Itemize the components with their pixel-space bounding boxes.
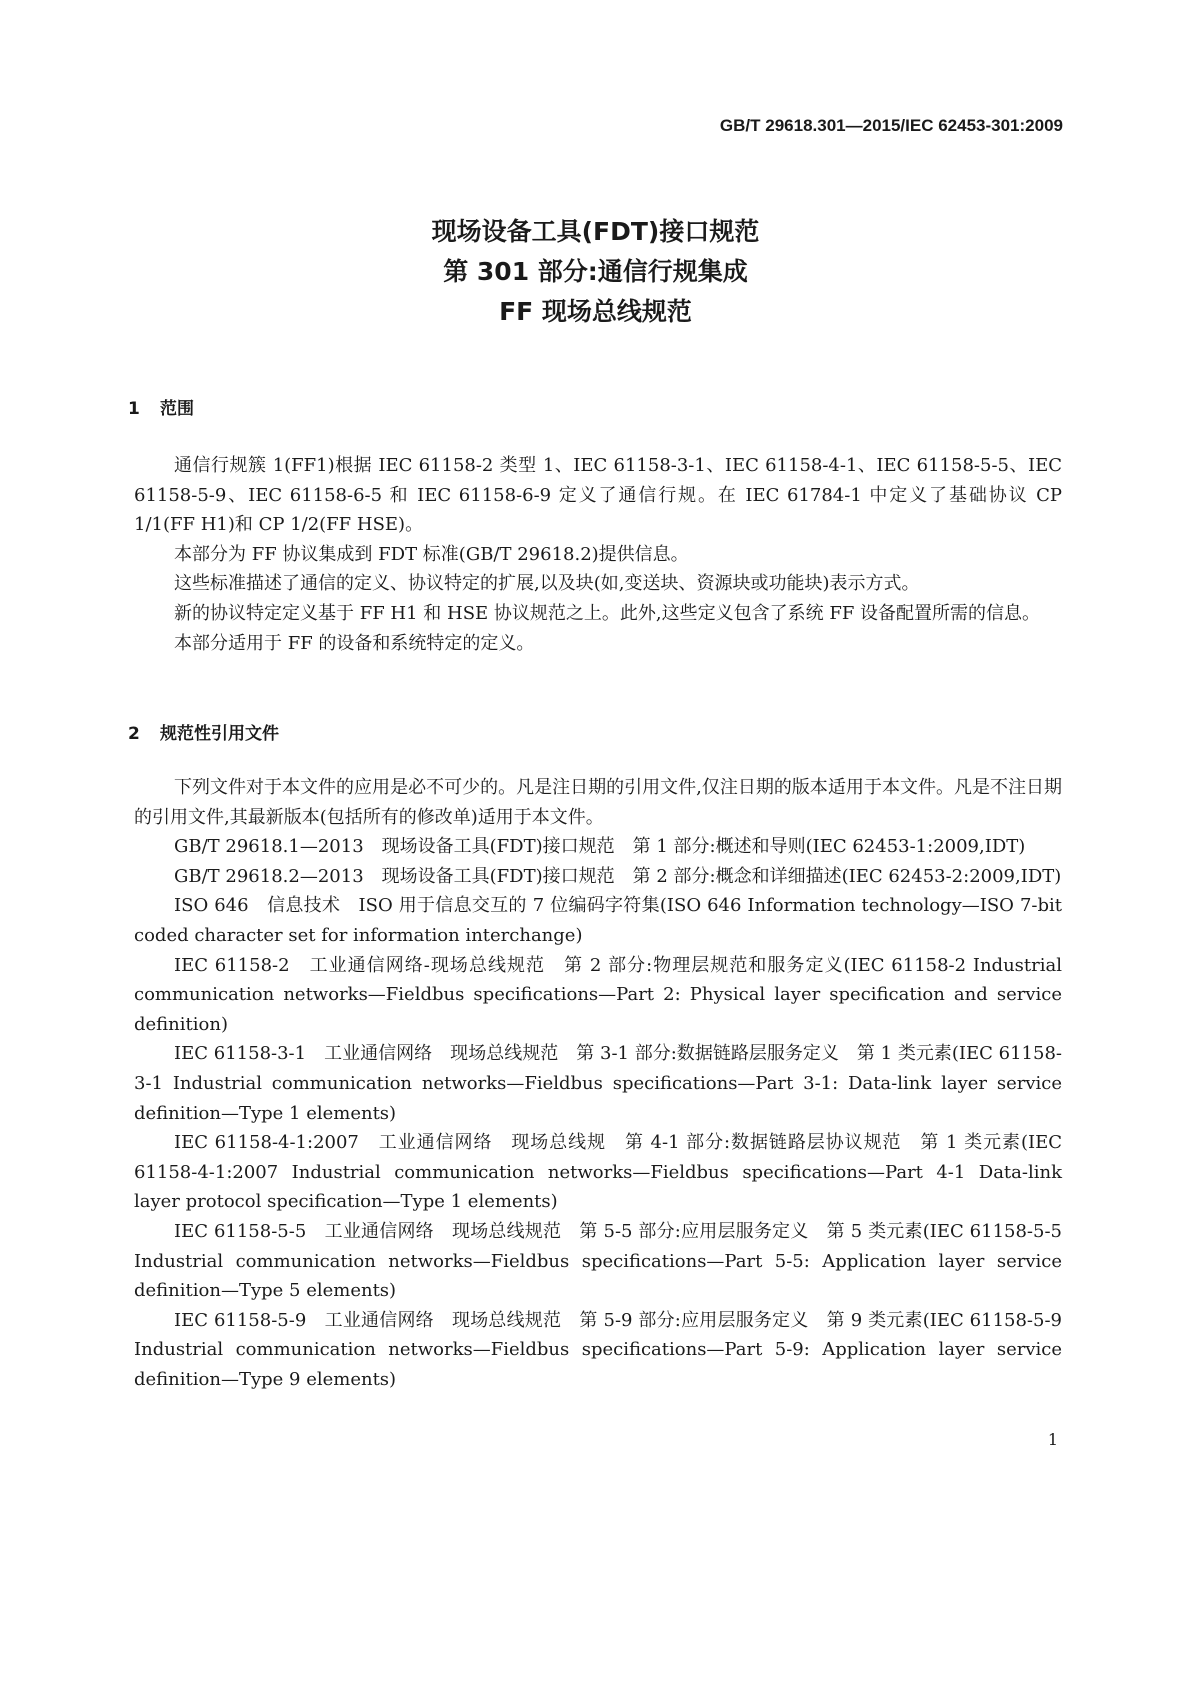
document-header-code: GB/T 29618.301—2015/IEC 62453-301:2009 — [719, 116, 1063, 135]
paragraph: 下列文件对于本文件的应用是必不可少的。凡是注日期的引用文件,仅注日期的版本适用于本文件。凡是不注日期的引用文件,其最新版本(包括所有的修改单)适用于本文件。 — [134, 777, 1062, 828]
reference-item: IEC 61158-5-9 工业通信网络 现场总线规范 第 5-9 部分:应用层服务定义 第 9 类元素(IEC 61158-5-9 Industrial communication networks—Fieldbus specifications—Part 5-9: Application layer service definition—Type 9 elements) — [134, 1309, 1062, 1390]
paragraph: 本部分为 FF 协议集成到 FDT 标准(GB/T 29618.2)提供信息。 — [174, 543, 689, 565]
reference-item: IEC 61158-5-5 工业通信网络 现场总线规范 第 5-5 部分:应用层服务定义 第 5 类元素(IEC 61158-5-5 Industrial communication networks—Fieldbus specifications—Part 5-5: Application layer service definition—Type 5 elements) — [134, 1220, 1062, 1302]
paragraph: 本部分适用于 FF 的设备和系统特定的定义。 — [174, 632, 535, 654]
section-number: 2 — [128, 724, 140, 744]
title-line-2: 第 301 部分:通信行规集成 — [443, 257, 748, 286]
section-heading-scope — [128, 394, 194, 419]
reference-item: IEC 61158-2 工业通信网络-现场总线规范 第 2 部分:物理层规范和服务定义(IEC 61158-2 Industrial communication networks—Fieldbus specifications—Part 2: Physical layer specification and service definition) — [134, 954, 1062, 1035]
reference-item: ISO 646 信息技术 ISO 用于信息交互的 7 位编码字符集(ISO 646 Information technology—ISO 7-bit coded character set for information interchange) — [134, 895, 1062, 946]
title-line-1: 现场设备工具(FDT)接口规范 — [431, 217, 760, 246]
section-references-body — [134, 773, 1062, 1394]
document-title — [0, 212, 1191, 332]
section-number: 1 — [128, 399, 140, 419]
page-number: 1 — [1047, 1430, 1058, 1449]
paragraph: 这些标准描述了通信的定义、协议特定的扩展,以及块(如,变送块、资源块或功能块)表示方式。 — [174, 573, 920, 595]
paragraph: 新的协议特定定义基于 FF H1 和 HSE 协议规范之上。此外,这些定义包含了系统 FF 设备配置所需的信息。 — [174, 602, 1041, 624]
section-title: 规范性引用文件 — [160, 724, 279, 744]
reference-item: GB/T 29618.2—2013 现场设备工具(FDT)接口规范 第 2 部分:概念和详细描述(IEC 62453-2:2009,IDT) — [174, 865, 1062, 887]
section-scope-body — [134, 451, 1062, 658]
section-title: 范围 — [160, 399, 194, 419]
reference-item: IEC 61158-4-1:2007 工业通信网络 现场总线规 第 4-1 部分:数据链路层协议规范 第 1 类元素(IEC 61158-4-1:2007 Industrial communication networks—Fieldbus specifications—Part 4-1 Data-link layer protocol specification—Type 1 elements) — [134, 1132, 1062, 1213]
reference-item: IEC 61158-3-1 工业通信网络 现场总线规范 第 3-1 部分:数据链路层服务定义 第 1 类元素(IEC 61158-3-1 Industrial communication networks—Fieldbus specifications—Part 3-1: Data-link layer service definition—Type 1 elements) — [134, 1043, 1062, 1124]
title-line-3: FF 现场总线规范 — [499, 297, 692, 326]
reference-item: GB/T 29618.1—2013 现场设备工具(FDT)接口规范 第 1 部分:概述和导则(IEC 62453-1:2009,IDT) — [174, 836, 1026, 858]
paragraph: 通信行规簇 1(FF1)根据 IEC 61158-2 类型 1、IEC 61158-3-1、IEC 61158-4-1、IEC 61158-5-5、IEC 61158-5-9、IEC 61158-6-5 和 IEC 61158-6-9 定义了通信行规。在 IEC 61784-1 中定义了基础协议 CP 1/1(FF H1)和 CP 1/2(FF HSE)。 — [134, 455, 1062, 536]
section-heading-normative-references — [128, 719, 279, 744]
